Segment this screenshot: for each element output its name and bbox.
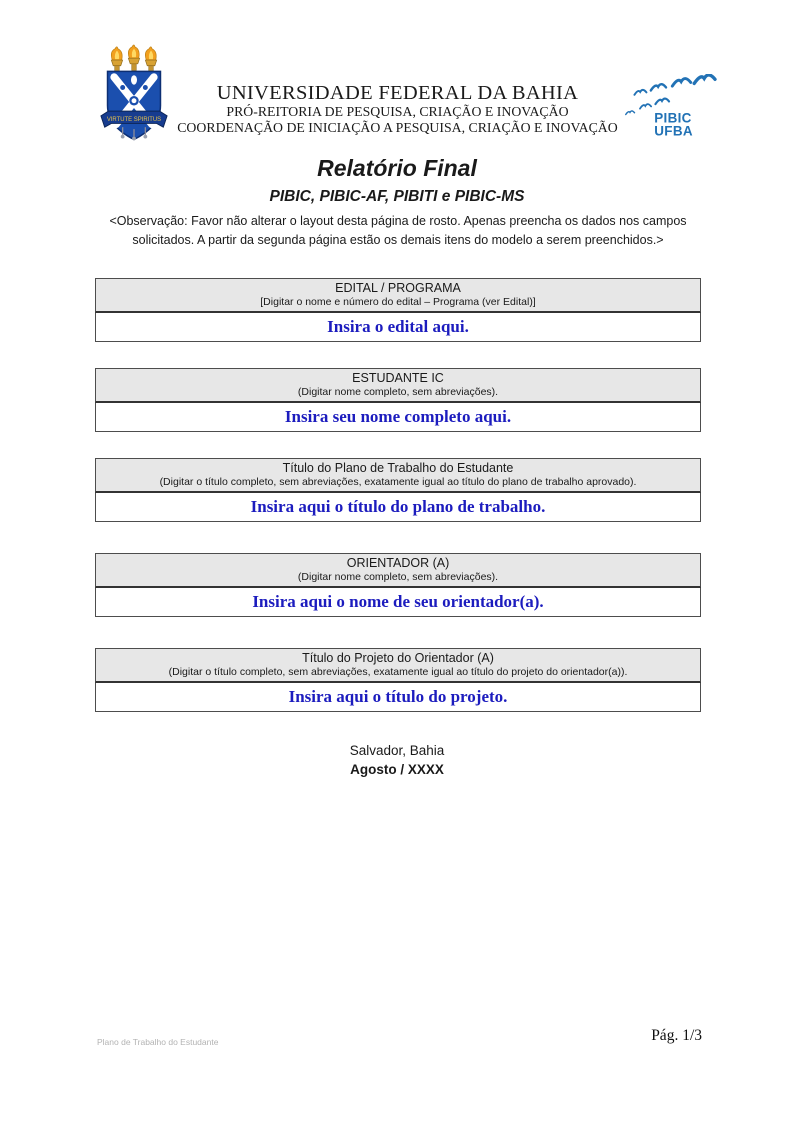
field-titulo-plano [95, 458, 701, 522]
field-hint: (Digitar nome completo, sem abreviações). [297, 386, 499, 398]
torch-icons [111, 45, 156, 72]
field-value-titulo-plano[interactable]: Insira aqui o título do plano de trabalho. [95, 493, 701, 522]
field-hint: (Digitar o título completo, sem abreviações, exatamente igual ao título do plano de trabalho aprovado). [159, 476, 637, 488]
field-header [95, 458, 701, 493]
place-line: Salvador, Bahia [349, 743, 445, 758]
place-date-block [0, 741, 794, 779]
crest-motto: VIRTUTE SPIRITUS [106, 117, 162, 124]
pibic-logo-line2: UFBA [654, 123, 693, 138]
field-title: ESTUDANTE IC [352, 371, 444, 385]
field-estudante-ic [95, 368, 701, 432]
field-edital-programa [95, 278, 701, 342]
pibic-ufba-icon [620, 74, 718, 138]
field-value-estudante[interactable]: Insira seu nome completo aqui. [95, 403, 701, 432]
field-title: ORIENTADOR (A) [346, 556, 450, 570]
field-header [95, 278, 701, 313]
field-titulo-projeto [95, 648, 701, 712]
field-header [95, 553, 701, 588]
field-title: Título do Plano de Trabalho do Estudante [282, 461, 514, 475]
field-header [95, 648, 701, 683]
page-subtitle: PIBIC, PIBIC-AF, PIBITI e PIBIC-MS [269, 188, 525, 205]
field-hint: (Digitar nome completo, sem abreviações). [297, 571, 499, 583]
org-line2: PRÓ-REITORIA DE PESQUISA, CRIAÇÃO E INOVAÇÃO [226, 104, 569, 119]
field-hint: [Digitar o nome e número do edital – Programa (ver Edital)] [260, 296, 536, 308]
page-title: Relatório Final [317, 155, 477, 181]
field-title: EDITAL / PROGRAMA [335, 281, 461, 295]
field-title: Título do Projeto do Orientador (A) [302, 651, 494, 665]
field-orientador [95, 553, 701, 617]
letterhead [120, 82, 675, 135]
field-value-titulo-projeto[interactable]: Insira aqui o título do projeto. [95, 683, 701, 712]
page-number: Pág. 1/3 [651, 1027, 702, 1044]
field-value-orientador[interactable]: Insira aqui o nome de seu orientador(a). [95, 588, 701, 617]
university-name: UNIVERSIDADE FEDERAL DA BAHIA [216, 82, 579, 104]
pibic-logo-line1: PIBIC [654, 110, 692, 126]
observation-note: <Observação: Favor não alterar o layout desta página de rosto. Apenas preencha os dados nos campos solicitados. A partir da segunda página estão os demais itens do modelo a serem preenchidos.> [109, 214, 687, 247]
date-line: Agosto / XXXX [350, 762, 444, 777]
bird-icons [626, 75, 715, 115]
field-header [95, 368, 701, 403]
field-hint: (Digitar o título completo, sem abreviações, exatamente igual ao título do projeto do orientador(a)). [168, 666, 628, 678]
footer-document-label: Plano de Trabalho do Estudante [97, 1037, 219, 1047]
org-line3: COORDENAÇÃO DE INICIAÇÃO A PESQUISA, CRIAÇÃO E INOVAÇÃO [177, 119, 618, 135]
field-value-edital[interactable]: Insira o edital aqui. [95, 313, 701, 342]
pibic-ufba-logo [620, 74, 718, 138]
